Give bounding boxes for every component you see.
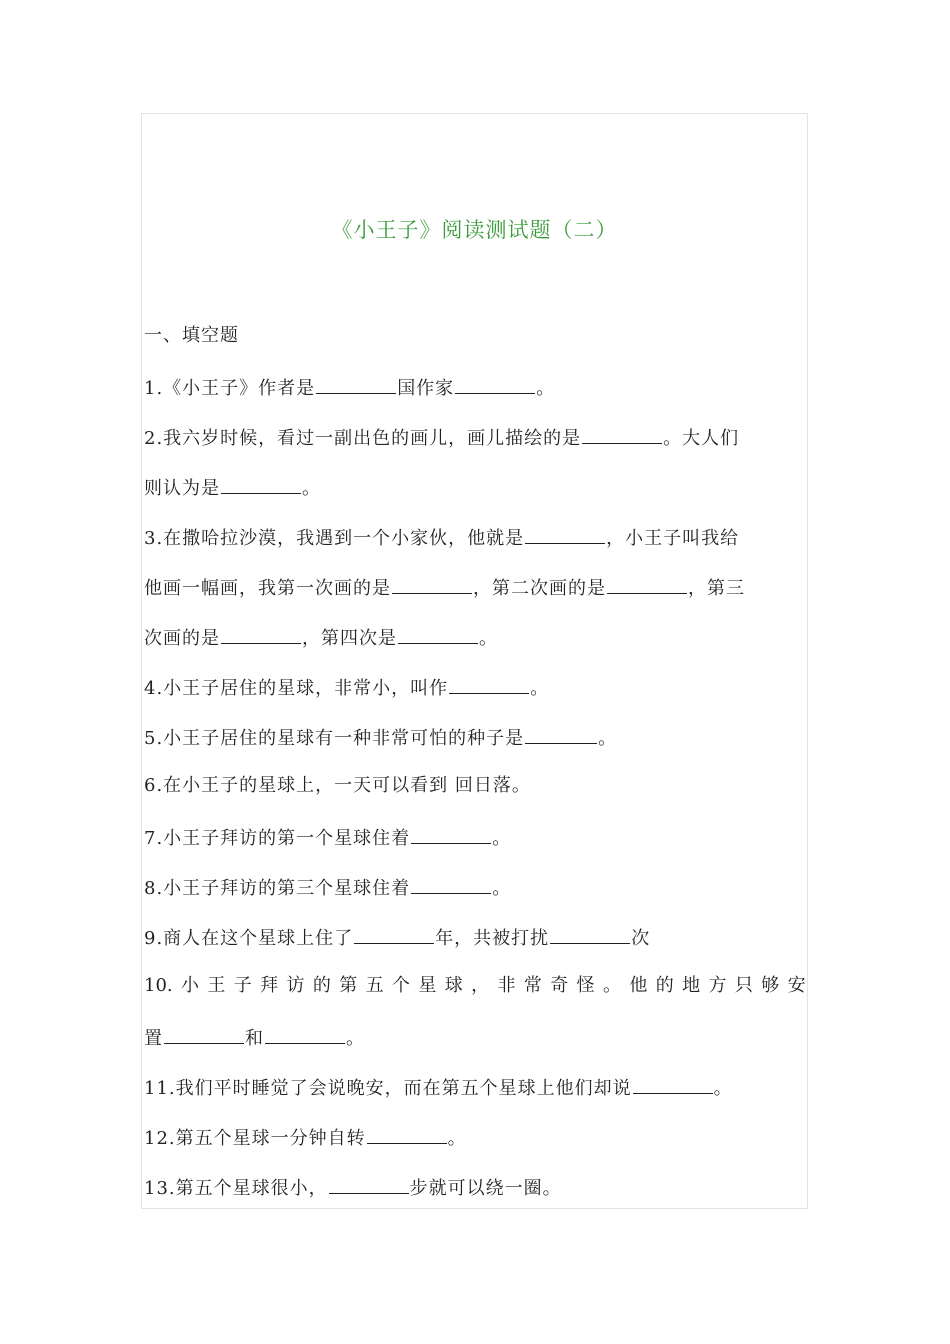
question-3-line-2 (144, 573, 806, 602)
q10-text: 和 (245, 1028, 264, 1049)
question-10-line-1 (144, 973, 806, 999)
q11-text: 。 (713, 1078, 733, 1099)
question-1 (144, 373, 806, 402)
answer-blank[interactable] (525, 723, 597, 744)
section-heading: 一、填空题 (144, 325, 239, 346)
question-9 (144, 923, 806, 952)
q10-char: 球 (444, 975, 463, 996)
q10-char: 方 (708, 975, 727, 996)
q2-text: 则认为是 (144, 478, 220, 499)
q10-char: 小 (181, 975, 200, 996)
answer-blank[interactable] (367, 1123, 447, 1144)
question-4 (144, 673, 806, 702)
q5-text: 5.小王子居住的星球有一种非常可怕的种子是 (144, 728, 525, 749)
q12-text: 12.第五个星球一分钟自转 (144, 1128, 366, 1149)
document-title: 《小王子》阅读测试题（二） (331, 218, 618, 242)
q3-text: ，第二次画的是 (473, 578, 606, 599)
q10-char: 10. (144, 975, 173, 996)
question-5 (144, 723, 806, 752)
q10-char: 只 (734, 975, 753, 996)
q10-char: 怪 (576, 975, 595, 996)
question-2-line-2 (144, 473, 806, 502)
q5-text: 。 (598, 728, 618, 749)
q10-char: ， (471, 975, 490, 996)
answer-blank[interactable] (449, 673, 529, 694)
q10-char: 他 (629, 975, 648, 996)
answer-blank[interactable] (633, 1073, 713, 1094)
q10-char: 五 (365, 975, 384, 996)
answer-blank[interactable] (164, 1023, 244, 1044)
q1-text: 。 (536, 378, 556, 399)
q4-text: 4.小王子居住的星球，非常小，叫作 (144, 678, 449, 699)
answer-blank[interactable] (411, 823, 491, 844)
q7-text: 7.小王子拜访的第一个星球住着 (144, 828, 411, 849)
answer-blank[interactable] (607, 573, 687, 594)
question-13 (144, 1173, 806, 1202)
q2-text: 。大人们 (663, 428, 740, 449)
question-3-line-3 (144, 623, 806, 652)
q10-char: 常 (523, 975, 542, 996)
question-8 (144, 873, 806, 902)
answer-blank[interactable] (411, 873, 491, 894)
q10-char: 个 (392, 975, 411, 996)
answer-blank[interactable] (455, 373, 535, 394)
q10-char: 地 (682, 975, 701, 996)
q10-char: 够 (761, 975, 780, 996)
q6-text: 6.在小王子的星球上，一天可以看到 回日落。 (144, 775, 531, 796)
question-10-line-2 (144, 1023, 806, 1052)
q10-char: 的 (655, 975, 674, 996)
answer-blank[interactable] (354, 923, 434, 944)
q12-text: 。 (447, 1128, 467, 1149)
q2-text: 。 (302, 478, 321, 499)
q10-char: 访 (286, 975, 305, 996)
q1-text: 1.《小王子》作者是 (144, 378, 316, 399)
q8-text: 。 (492, 878, 512, 899)
answer-blank[interactable] (221, 623, 301, 644)
q3-text: 3.在撒哈拉沙漠，我遇到一个小家伙，他就是 (144, 528, 525, 549)
answer-blank[interactable] (525, 523, 605, 544)
answer-blank[interactable] (316, 373, 396, 394)
answer-blank[interactable] (265, 1023, 345, 1044)
question-11 (144, 1073, 806, 1102)
q10-char: 安 (787, 975, 806, 996)
q10-char: 星 (418, 975, 437, 996)
q3-text: 次画的是 (144, 628, 220, 649)
answer-blank[interactable] (329, 1173, 409, 1194)
q9-text: 9.商人在这个星球上住了 (144, 928, 354, 949)
q13-text: 13.第五个星球很小， (144, 1178, 328, 1199)
q10-char: 。 (603, 975, 622, 996)
q10-char: 拜 (260, 975, 279, 996)
answer-blank[interactable] (392, 573, 472, 594)
q8-text: 8.小王子拜访的第三个星球住着 (144, 878, 411, 899)
q3-text: ，第四次是 (302, 628, 397, 649)
q10-char: 王 (207, 975, 226, 996)
q2-text: 2.我六岁时候，看过一副出色的画儿，画儿描绘的是 (144, 428, 582, 449)
q10-text: 置 (144, 1028, 163, 1049)
q4-text: 。 (530, 678, 550, 699)
q7-text: 。 (492, 828, 512, 849)
q3-text: ，小王子叫我给 (606, 528, 740, 549)
q3-text: 。 (479, 628, 498, 649)
question-12 (144, 1123, 806, 1152)
answer-blank[interactable] (221, 473, 301, 494)
answer-blank[interactable] (550, 923, 630, 944)
question-6 (144, 773, 806, 799)
question-7 (144, 823, 806, 852)
q3-text: 他画一幅画，我第一次画的是 (144, 578, 391, 599)
q9-text: 次 (631, 928, 651, 949)
q10-text: 。 (346, 1028, 365, 1049)
q10-char: 非 (497, 975, 516, 996)
q3-text: ，第三 (688, 578, 745, 599)
q10-char: 子 (233, 975, 252, 996)
q1-text: 国作家 (397, 378, 455, 399)
q13-text: 步就可以绕一圈。 (409, 1178, 562, 1199)
q11-text: 11.我们平时睡觉了会说晚安，而在第五个星球上他们却说 (144, 1078, 632, 1099)
q10-char: 第 (339, 975, 358, 996)
q10-char: 奇 (550, 975, 569, 996)
q9-text: 年，共被打扰 (435, 928, 550, 949)
question-2-line-1 (144, 423, 806, 452)
answer-blank[interactable] (398, 623, 478, 644)
question-3-line-1 (144, 523, 806, 552)
answer-blank[interactable] (582, 423, 662, 444)
q10-char: 的 (312, 975, 331, 996)
